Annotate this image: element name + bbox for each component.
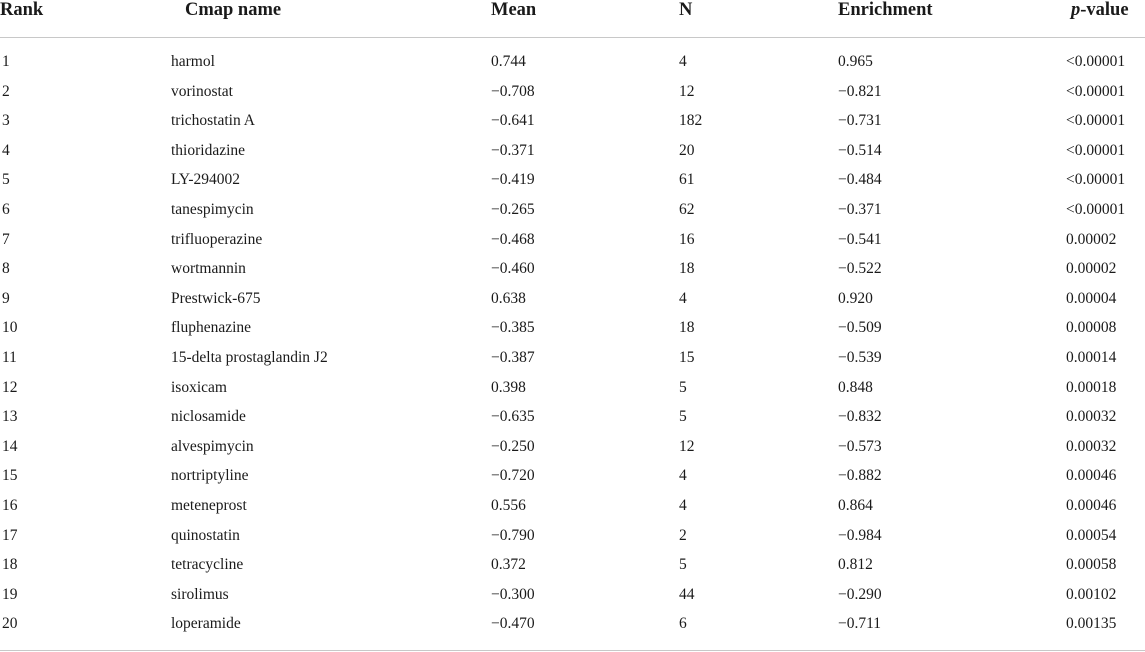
cell-rank: 18 [2, 556, 18, 574]
cell-rank: 1 [2, 53, 10, 70]
cell-enrichment: −0.984 [838, 526, 882, 544]
table-row [0, 142, 1145, 172]
cell-rank: 16 [2, 497, 18, 514]
cell-rank: 7 [2, 230, 10, 248]
cell-enrichment: −0.514 [838, 141, 882, 159]
cell-p-value: 0.00032 [1066, 408, 1117, 426]
cell-n: 12 [679, 437, 695, 455]
cell-mean: 0.398 [491, 378, 526, 396]
cell-cmap-name: alvespimycin [171, 437, 254, 455]
table-row [0, 556, 1145, 586]
table-row [0, 349, 1145, 379]
cell-rank: 5 [2, 171, 10, 189]
cell-mean: 0.638 [491, 289, 526, 307]
cell-p-value: 0.00058 [1066, 556, 1117, 574]
cell-mean: −0.419 [491, 171, 535, 189]
cell-p-value: <0.00001 [1066, 82, 1126, 100]
cell-rank: 2 [2, 82, 10, 100]
cell-p-value: 0.00004 [1066, 289, 1117, 307]
table-row [0, 467, 1145, 497]
cell-enrichment: −0.509 [838, 319, 882, 337]
cell-rank: 17 [2, 526, 18, 544]
cell-enrichment: −0.832 [838, 408, 882, 426]
cell-mean: −0.641 [491, 112, 535, 130]
cell-cmap-name: tanespimycin [171, 201, 254, 218]
cell-enrichment: −0.711 [838, 615, 882, 633]
cell-rank: 14 [2, 437, 18, 455]
table-row [0, 83, 1145, 113]
cell-n: 12 [679, 82, 695, 100]
cell-cmap-name: sirolimus [171, 585, 229, 603]
cell-enrichment: 0.965 [838, 53, 873, 70]
cell-enrichment: −0.484 [838, 171, 882, 189]
cell-enrichment: 0.848 [838, 378, 873, 396]
table-row [0, 586, 1145, 616]
cell-enrichment: 0.920 [838, 289, 873, 307]
cell-n: 18 [679, 260, 695, 278]
cell-n: 4 [679, 53, 687, 70]
cell-rank: 15 [2, 467, 18, 485]
cell-enrichment: −0.882 [838, 467, 882, 485]
cell-cmap-name: harmol [171, 53, 215, 70]
table-row [0, 201, 1145, 231]
cell-rank: 8 [2, 260, 10, 278]
cell-n: 4 [679, 497, 687, 514]
cell-n: 44 [679, 585, 695, 603]
cell-mean: −0.460 [491, 260, 535, 278]
cell-p-value: 0.00135 [1066, 615, 1117, 633]
cell-n: 18 [679, 319, 695, 337]
cell-n: 5 [679, 408, 687, 426]
cell-cmap-name: nortriptyline [171, 467, 249, 485]
cell-cmap-name: vorinostat [171, 82, 233, 100]
cell-n: 16 [679, 230, 695, 248]
cell-p-value: 0.00002 [1066, 230, 1117, 248]
cell-cmap-name: wortmannin [171, 260, 246, 278]
cell-cmap-name: isoxicam [171, 378, 227, 396]
cell-p-value: <0.00001 [1066, 171, 1126, 189]
table-row [0, 615, 1145, 645]
cell-enrichment: −0.573 [838, 437, 882, 455]
cell-p-value: 0.00014 [1066, 349, 1117, 366]
bottom-rule [0, 650, 1145, 651]
cell-p-value: <0.00001 [1066, 112, 1126, 130]
cell-rank: 20 [2, 615, 18, 633]
cell-enrichment: −0.290 [838, 585, 882, 603]
header-p-italic: p [1071, 0, 1081, 20]
cell-mean: −0.371 [491, 141, 535, 159]
cell-n: 5 [679, 556, 687, 574]
cell-rank: 4 [2, 141, 10, 159]
cell-rank: 10 [2, 319, 18, 337]
header-rule [0, 37, 1145, 38]
cell-mean: −0.790 [491, 526, 535, 544]
cell-cmap-name: trifluoperazine [171, 230, 263, 248]
cell-mean: −0.387 [491, 349, 535, 366]
cell-n: 4 [679, 289, 687, 307]
header-rank: Rank [0, 0, 44, 20]
cell-mean: −0.265 [491, 201, 535, 218]
header-p-value [1071, 0, 1129, 21]
cell-cmap-name: thioridazine [171, 141, 246, 159]
header-p-rest: -value [1080, 0, 1129, 20]
table-row [0, 527, 1145, 557]
cell-p-value: 0.00002 [1066, 260, 1117, 278]
cell-p-value: 0.00032 [1066, 437, 1117, 455]
table-row [0, 53, 1145, 83]
cell-enrichment: 0.864 [838, 497, 873, 514]
cell-p-value: <0.00001 [1066, 201, 1126, 218]
cell-cmap-name: LY-294002 [171, 171, 241, 189]
cell-mean: 0.372 [491, 556, 526, 574]
cell-cmap-name: trichostatin A [171, 112, 255, 130]
table-row [0, 408, 1145, 438]
table-row [0, 112, 1145, 142]
cell-mean: −0.468 [491, 230, 535, 248]
cell-p-value: 0.00054 [1066, 526, 1117, 544]
cell-n: 4 [679, 467, 687, 485]
cell-p-value: 0.00046 [1066, 467, 1117, 485]
cell-n: 61 [679, 171, 695, 189]
table-row [0, 319, 1145, 349]
cell-p-value: 0.00046 [1066, 497, 1117, 514]
table-row [0, 379, 1145, 409]
cell-p-value: 0.00018 [1066, 378, 1117, 396]
cell-n: 15 [679, 349, 695, 366]
cell-p-value: 0.00008 [1066, 319, 1117, 337]
cell-cmap-name: quinostatin [171, 526, 240, 544]
cell-cmap-name: meteneprost [171, 497, 247, 514]
cell-enrichment: 0.812 [838, 556, 873, 574]
cell-cmap-name: niclosamide [171, 408, 246, 426]
cell-mean: −0.720 [491, 467, 535, 485]
table-row [0, 290, 1145, 320]
cell-p-value: 0.00102 [1066, 585, 1117, 603]
cell-n: 6 [679, 615, 687, 633]
cell-n: 5 [679, 378, 687, 396]
cell-cmap-name: 15-delta prostaglandin J2 [171, 349, 328, 366]
table-header-row [0, 0, 1145, 30]
cell-cmap-name: loperamide [171, 615, 241, 633]
cell-rank: 11 [2, 349, 17, 366]
table-row [0, 497, 1145, 527]
cell-mean: −0.250 [491, 437, 535, 455]
cell-enrichment: −0.731 [838, 112, 882, 130]
cell-p-value: <0.00001 [1066, 141, 1126, 159]
header-n: N [679, 0, 693, 20]
cell-rank: 6 [2, 201, 10, 218]
cell-p-value: <0.00001 [1066, 53, 1126, 70]
table-row [0, 231, 1145, 261]
cell-rank: 12 [2, 378, 18, 396]
header-enrichment: Enrichment [838, 0, 933, 20]
cell-mean: −0.708 [491, 82, 535, 100]
cell-n: 20 [679, 141, 695, 159]
header-mean: Mean [491, 0, 537, 20]
cell-enrichment: −0.371 [838, 201, 882, 218]
cell-mean: 0.556 [491, 497, 526, 514]
cell-cmap-name: fluphenazine [171, 319, 252, 337]
cell-n: 62 [679, 201, 695, 218]
cell-mean: −0.385 [491, 319, 535, 337]
cell-enrichment: −0.541 [838, 230, 882, 248]
cell-enrichment: −0.539 [838, 349, 882, 366]
cell-mean: −0.300 [491, 585, 535, 603]
cell-enrichment: −0.821 [838, 82, 882, 100]
cell-n: 2 [679, 526, 687, 544]
cell-n: 182 [679, 112, 703, 130]
cell-rank: 19 [2, 585, 18, 603]
cell-cmap-name: Prestwick-675 [171, 289, 261, 307]
cell-mean: 0.744 [491, 53, 526, 70]
cell-enrichment: −0.522 [838, 260, 882, 278]
cell-rank: 9 [2, 289, 10, 307]
table-row [0, 171, 1145, 201]
header-cmap-name: Cmap name [185, 0, 282, 20]
table-row [0, 260, 1145, 290]
cell-rank: 13 [2, 408, 18, 426]
cell-cmap-name: tetracycline [171, 556, 244, 574]
cell-mean: −0.470 [491, 615, 535, 633]
table-row [0, 438, 1145, 468]
cell-mean: −0.635 [491, 408, 535, 426]
cell-rank: 3 [2, 112, 10, 130]
